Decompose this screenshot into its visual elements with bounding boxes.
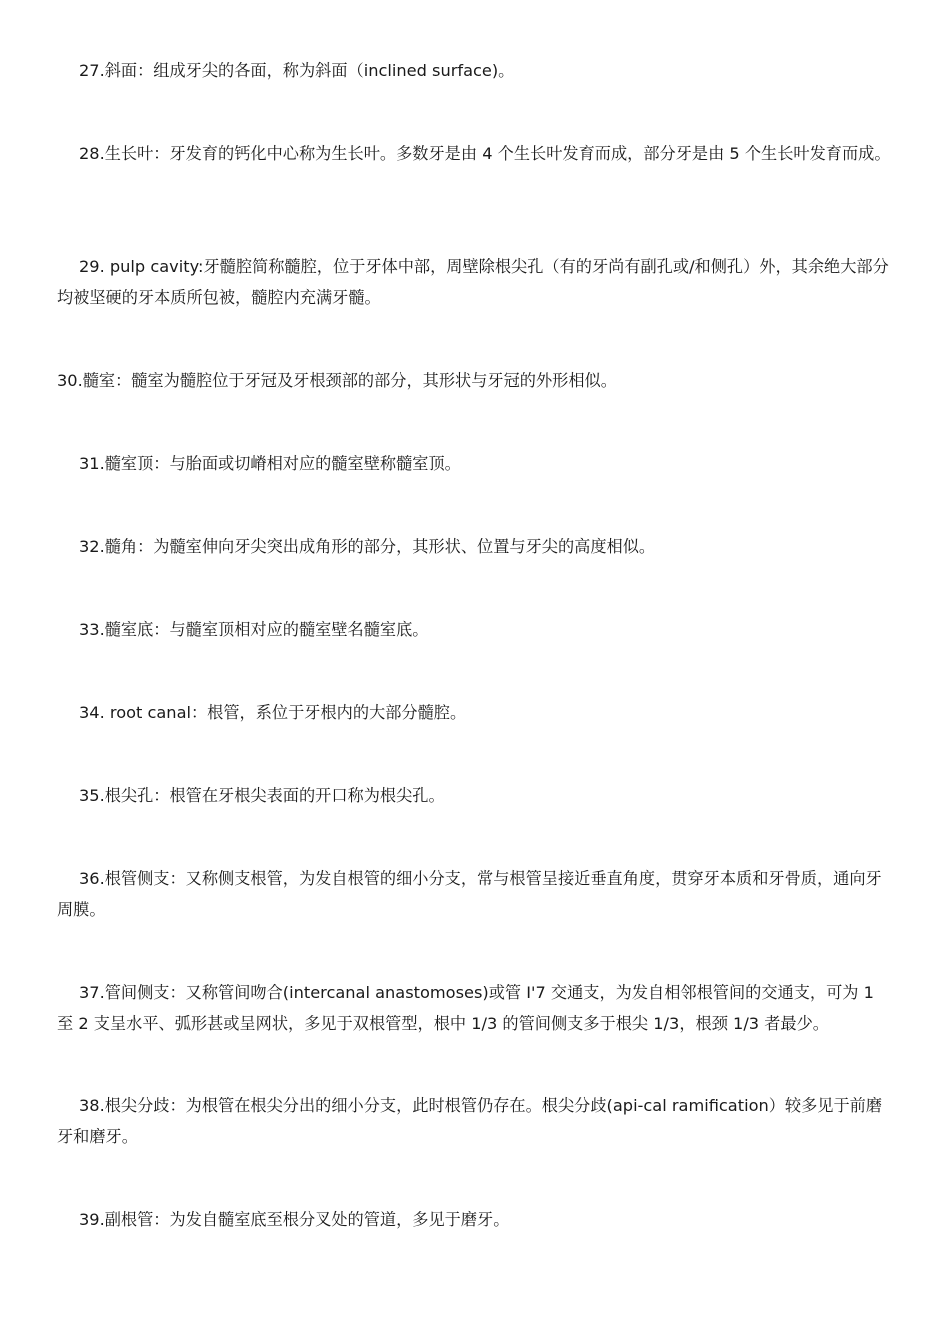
paragraph-35: 35.根尖孔：根管在牙根尖表面的开口称为根尖孔。	[79, 786, 445, 805]
paragraph-33: 33.髓室底：与髓室顶相对应的髓室壁名髓室底。	[79, 620, 429, 639]
paragraph-32: 32.髓角：为髓室伸向牙尖突出成角形的部分，其形状、位置与牙尖的高度相似。	[79, 537, 656, 556]
paragraph-37: 37.管间侧支：又称管间吻合(intercanal anastomoses)或管 I'7 交通支，为发自相邻根管间的交通支，可为 1 至 2 支呈水平、弧形甚或呈网状，多见于双根管型，根中 1/3 的管间侧支多于根尖 1/3，根颈 1/3 者最少。	[57, 983, 874, 1033]
paragraph-29: 29. pulp cavity:牙髓腔简称髓腔，位于牙体中部，周壁除根尖孔（有的牙尚有副孔或/和侧孔）外，其余绝大部分均被坚硬的牙本质所包被，髓腔内充满牙髓。	[57, 257, 889, 307]
paragraph-28: 28.生长叶：牙发育的钙化中心称为生长叶。多数牙是由 4 个生长叶发育而成，部分牙是由 5 个生长叶发育而成。	[79, 144, 891, 163]
paragraph-30: 30.髓室：髓室为髓腔位于牙冠及牙根颈部的部分，其形状与牙冠的外形相似。	[57, 371, 617, 390]
paragraph-31: 31.髓室顶：与胎面或切嵴相对应的髓室壁称髓室顶。	[79, 454, 461, 473]
paragraph-38: 38.根尖分歧：为根管在根尖分出的细小分支，此时根管仍存在。根尖分歧(api-cal ramification）较多见于前磨牙和磨牙。	[57, 1096, 883, 1146]
paragraph-34: 34. root canal：根管，系位于牙根内的大部分髓腔。	[79, 703, 467, 722]
paragraph-36: 36.根管侧支：又称侧支根管，为发自根管的细小分支，常与根管呈接近垂直角度，贯穿牙本质和牙骨质，通向牙周膜。	[57, 869, 882, 919]
paragraph-27: 27.斜面：组成牙尖的各面，称为斜面（inclined surface)。	[79, 61, 515, 80]
paragraph-39: 39.副根管：为发自髓室底至根分叉处的管道，多见于磨牙。	[79, 1210, 510, 1229]
